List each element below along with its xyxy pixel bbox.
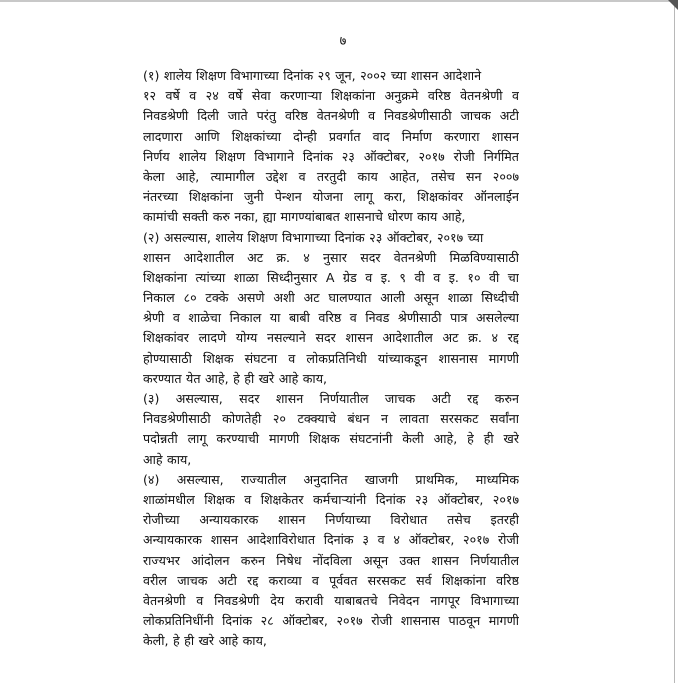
doc-line: वरील जाचक अटी रद्द कराव्या व पूर्ववत सरसकट सर्व शिक्षकांना वरिष्ठ bbox=[143, 572, 519, 588]
doc-line: लादणारा आणि शिक्षकांच्या दोन्ही प्रवर्गात वाद निर्माण करणारा शासन bbox=[143, 128, 519, 144]
doc-line: शाळांमधील शिक्षक व शिक्षकेतर कर्मचाऱ्यांनी दिनांक २३ ऑक्टोबर, २०१७ bbox=[143, 491, 519, 507]
doc-line: (१) शालेय शिक्षण विभागाच्या दिनांक २९ जून, २००२ च्या शासन आदेशाने bbox=[143, 68, 482, 83]
doc-line: राज्यभर आंदोलन करुन निषेध नोंदविला असून उक्त शासन निर्णयातील bbox=[143, 552, 519, 568]
doc-line: नंतरच्या शिक्षकांना जुनी पेन्शन योजना लागू करा, शिक्षकांवर ऑनलाईन bbox=[143, 189, 519, 205]
doc-line: पदोन्नती लागू करण्याची मागणी शिक्षक संघटनांनी केली आहे, हे ही खरे bbox=[143, 431, 519, 447]
doc-line: अन्यायकारक शासन आदेशाविरोधात दिनांक ३ व ४ ऑक्टोबर, २०१७ रोजी bbox=[143, 532, 519, 548]
doc-line: लोकप्रतिनिधींनी दिनांक २८ ऑक्टोबर, २०१७ रोजी शासनास पाठवून मागणी bbox=[143, 613, 519, 629]
document-body bbox=[143, 66, 519, 651]
doc-line: वेतनश्रेणी व निवडश्रेणी देय करावी याबाबतचे निवेदन नागपूर विभागाच्या bbox=[143, 592, 519, 608]
doc-line: शिक्षकांवर लादणे योग्य नसल्याने सदर शासन आदेशातील अट क्र. ४ रद्द bbox=[143, 330, 519, 346]
doc-line: श्रेणी व शाळेचा निकाल या बाबी वरिष्ठ व निवड श्रेणीसाठी पात्र असलेल्या bbox=[143, 310, 519, 326]
doc-line: निवडश्रेणी दिली जाते परंतु वरिष्ठ वेतनश्रेणी व निवडश्रेणीसाठी जाचक अटी bbox=[143, 108, 519, 124]
doc-line: (२) असल्यास, शालेय शिक्षण विभागाच्या दिनांक २३ ऑक्टोबर, २०१७ च्या bbox=[143, 229, 484, 245]
doc-line: निकाल ८० टक्के असणे अशी अट घालण्यात आली असून शाळा सिध्दीची bbox=[143, 290, 519, 306]
top-border bbox=[0, 0, 678, 2]
doc-line: कामांची सक्ती करु नका, ह्या मागण्यांबाबत शासनाचे धोरण काय आहे, bbox=[143, 209, 466, 225]
doc-line: केली, हे ही खरे आहे काय, bbox=[143, 633, 267, 649]
doc-line: (४) असल्यास, राज्यातील अनुदानित खाजगी प्राथमिक, माध्यमिक bbox=[143, 471, 519, 487]
doc-line: १२ वर्षे व २४ वर्षे सेवा करणाऱ्या शिक्षकांना अनुक्रमे वरिष्ठ वेतनश्रेणी व bbox=[143, 88, 519, 104]
doc-line: शिक्षकांना त्यांच्या शाळा सिध्दीनुसार A ग्रेड व इ. ९ वी व इ. १० वी चा bbox=[143, 269, 519, 285]
corner-marker-icon bbox=[668, 0, 678, 10]
doc-line: (३) असल्यास, सदर शासन निर्णयातील जाचक अटी रद्द करुन bbox=[143, 391, 519, 406]
page-number: ७ bbox=[339, 34, 347, 49]
doc-line: निर्णय शालेय शिक्षण विभागाने दिनांक २३ ऑक्टोबर, २०१७ रोजी निर्गमित bbox=[143, 148, 519, 164]
doc-line: रोजीच्या अन्यायकारक शासन निर्णयाच्या विरोधात तसेच इतरही bbox=[143, 512, 519, 528]
doc-line: करण्यात येत आहे, हे ही खरे आहे काय, bbox=[143, 370, 328, 386]
doc-line: आहे काय, bbox=[143, 451, 192, 467]
doc-line: होण्यासाठी शिक्षक संघटना व लोकप्रतिनिधी यांच्याकडून शासनास मागणी bbox=[143, 350, 519, 366]
right-border bbox=[674, 0, 675, 683]
doc-line: शासन आदेशातील अट क्र. ४ नुसार सदर वेतनश्रेणी मिळविण्यासाठी bbox=[143, 249, 519, 265]
doc-line: केला आहे, त्यामागील उद्देश व तरतुदी काय आहेत, तसेच सन २००७ bbox=[143, 168, 519, 184]
doc-line: निवडश्रेणीसाठी कोणतेही २० टक्क्याचे बंधन न लावता सरसकट सर्वांना bbox=[143, 411, 519, 427]
